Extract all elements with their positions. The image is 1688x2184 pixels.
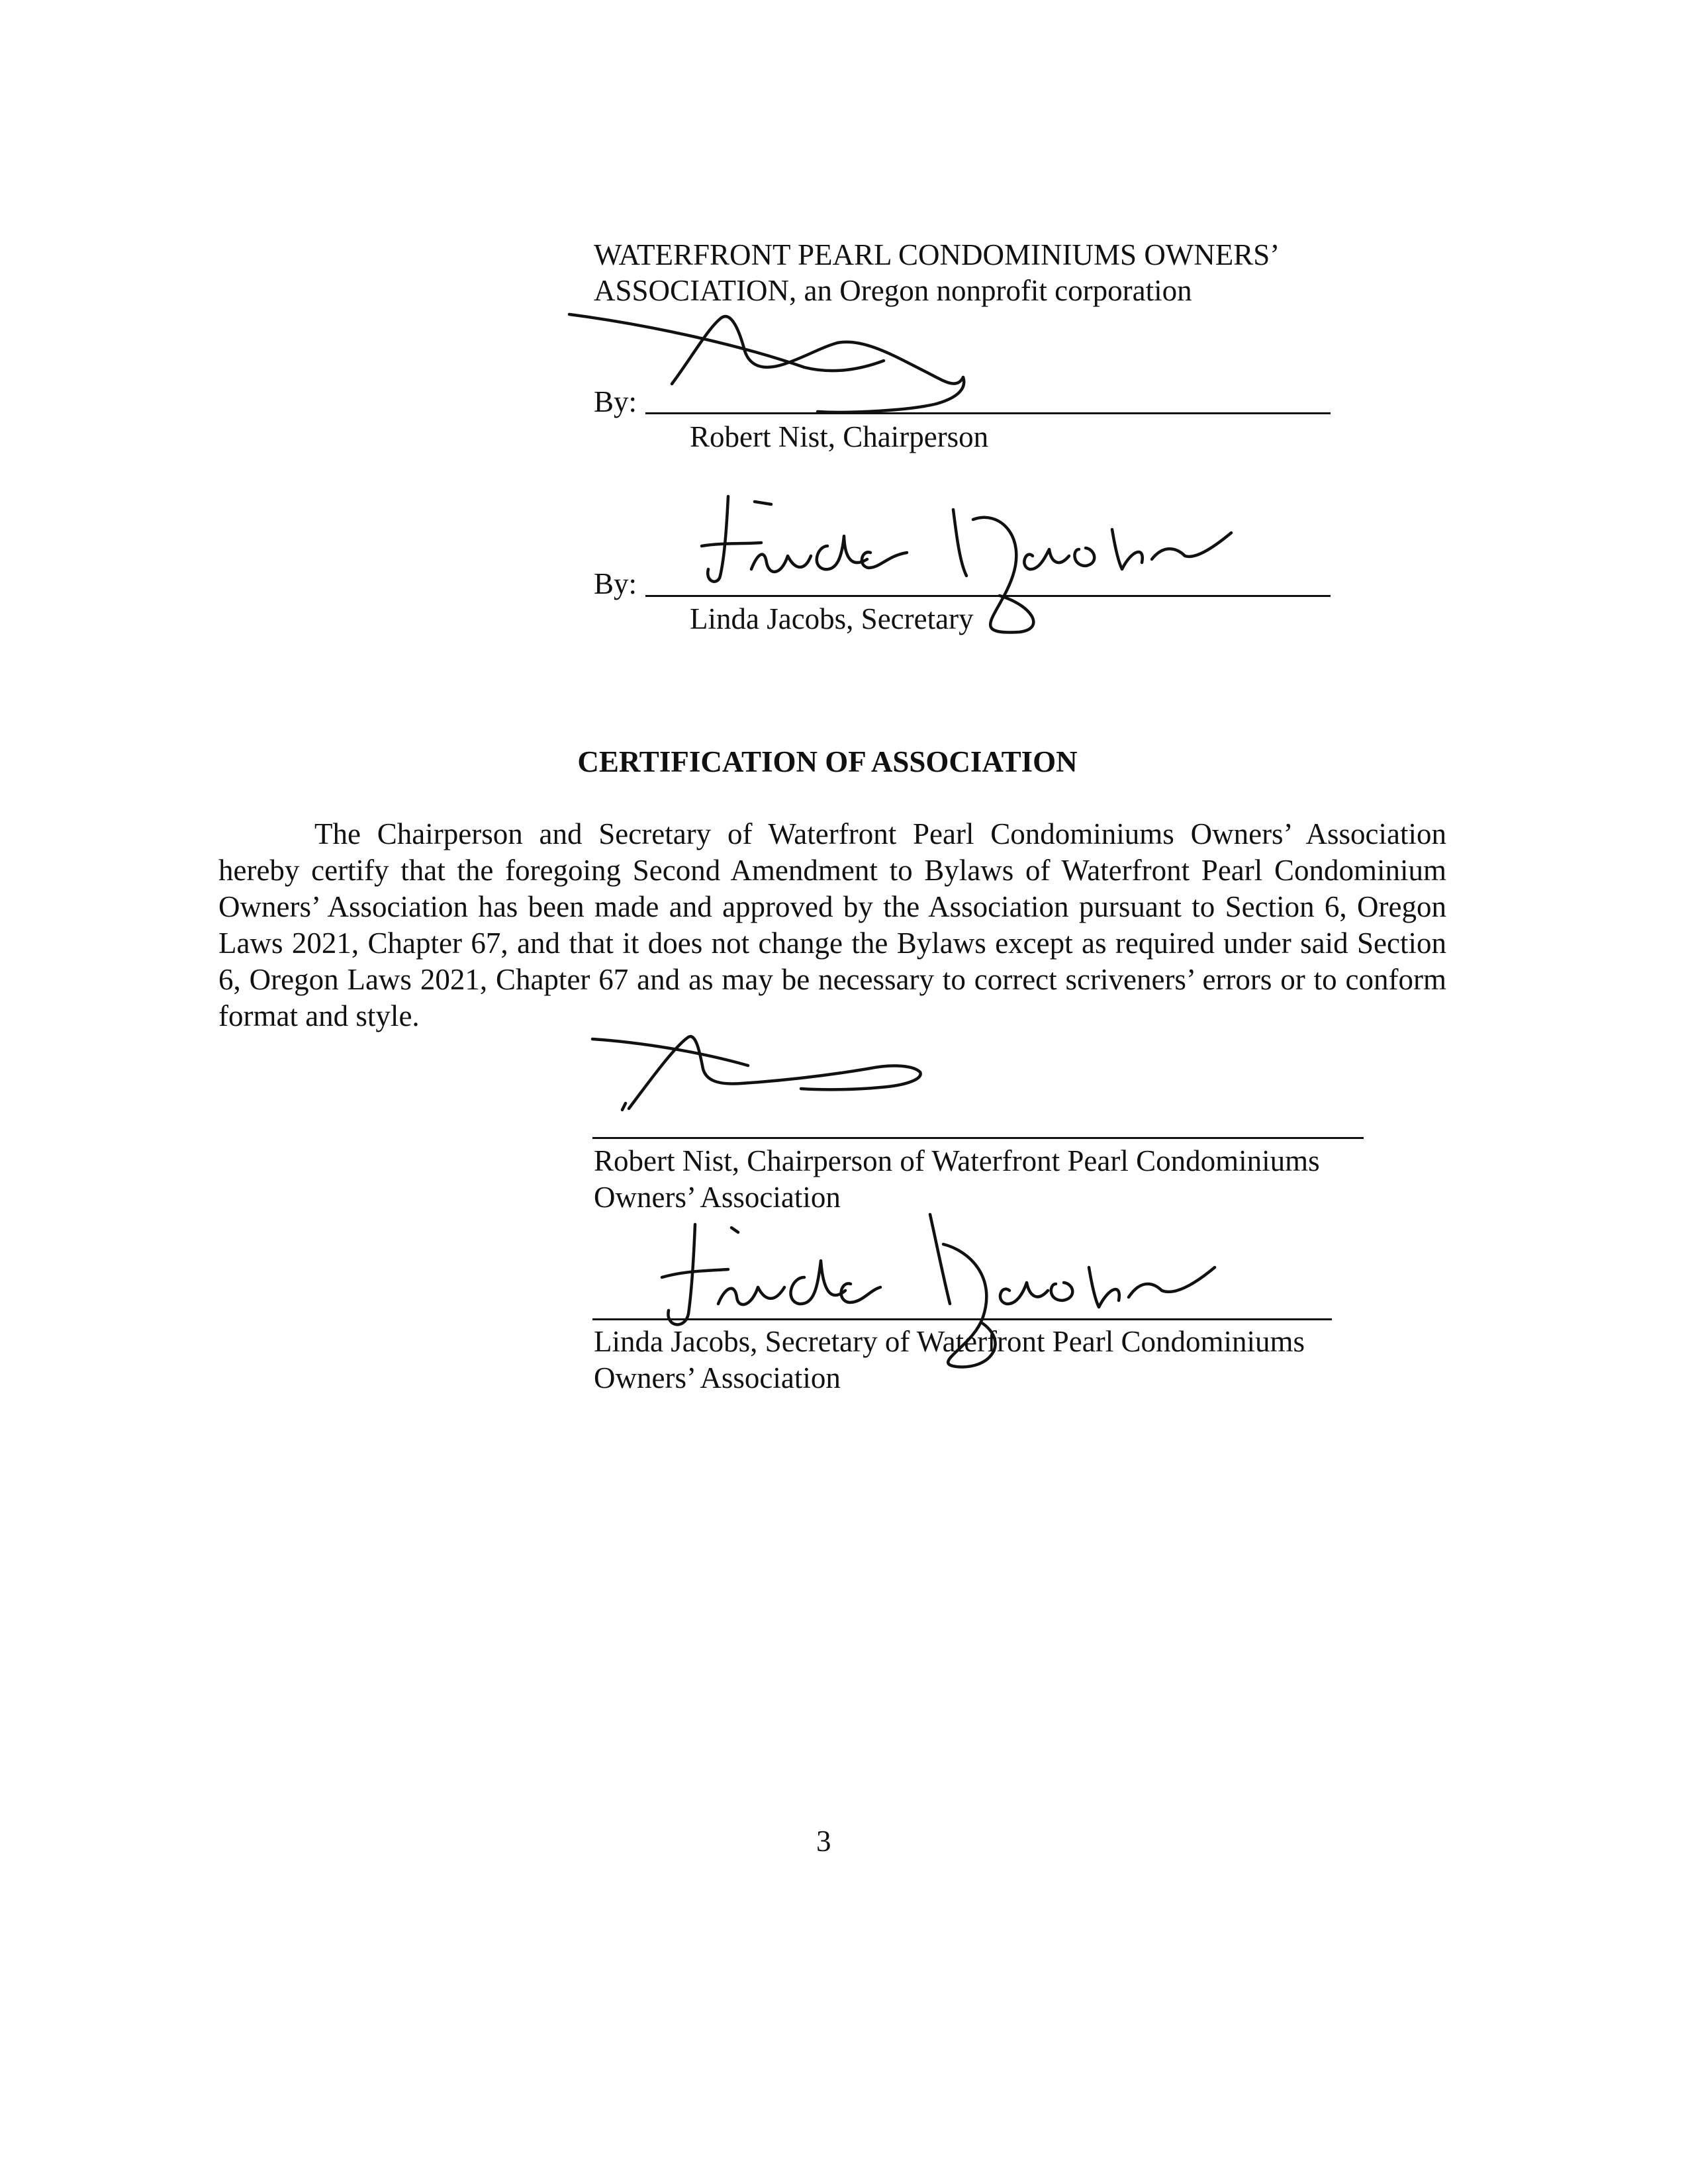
page-number: 3 (816, 1825, 831, 1858)
signature-line-1 (645, 412, 1331, 414)
robert-nist-signature-2 (589, 1029, 960, 1115)
cert-signer-1-line-1: Robert Nist, Chairperson of Waterfront Pearl Condominiums (594, 1144, 1320, 1177)
certification-paragraph: The Chairperson and Secretary of Waterfront Pearl Condominiums Owners’ Association hereby certify that the foregoing Second Amendment to Bylaws of Waterfront Pearl Condominium Owners’ Association has been made and approved by the Association pursuant to Section 6, Oregon Laws 2021, Chapter 67, and that it does not change the Bylaws except as required under said Section 6, Oregon Laws 2021, Chapter 67 and as may be necessary to correct scriveners’ errors or to conform format and style. (218, 817, 1446, 1032)
certification-heading: CERTIFICATION OF ASSOCIATION (577, 745, 1078, 778)
cert-signer-1-line-2: Owners’ Association (594, 1181, 841, 1214)
by-label-1: By: (594, 385, 637, 418)
signer-1-name-title: Robert Nist, Chairperson (690, 420, 989, 453)
cert-signer-2-line-1: Linda Jacobs, Secretary of Waterfront Pearl Condominiums (594, 1325, 1305, 1358)
cert-signature-line-2 (592, 1318, 1332, 1320)
by-label-2: By: (594, 567, 637, 600)
signer-2-name-title: Linda Jacobs, Secretary (690, 602, 974, 635)
cert-signer-2-line-2: Owners’ Association (594, 1361, 841, 1394)
association-name-line-1: WATERFRONT PEARL CONDOMINIUMS OWNERS’ (594, 238, 1280, 271)
signature-line-2 (645, 595, 1331, 597)
association-name-line-2: ASSOCIATION, an Oregon nonprofit corporation (594, 274, 1192, 307)
cert-signature-line-1 (592, 1137, 1364, 1139)
